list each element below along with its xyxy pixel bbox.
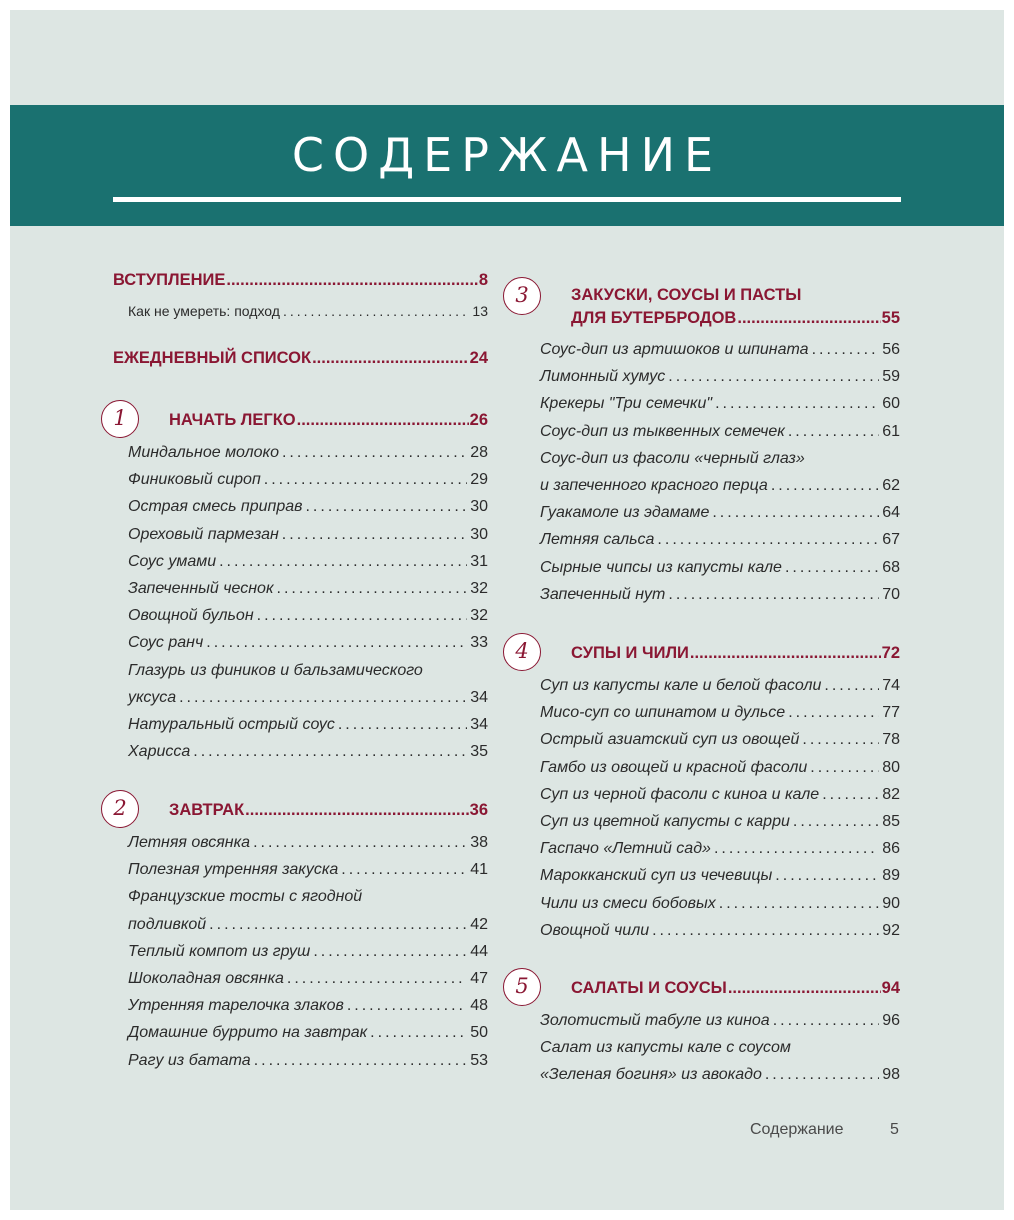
leader-dots [282, 442, 467, 464]
leader-dots [347, 995, 467, 1017]
toc-entry[interactable] [540, 838, 900, 860]
chapter-5-heading-leader-dots [728, 977, 881, 999]
leader-dots [810, 757, 879, 779]
toc-entry[interactable] [128, 941, 488, 963]
entry-page: 96 [882, 1012, 900, 1029]
entry-label: Летняя овсянка [128, 834, 251, 851]
chapter-3-heading-page: 55 [881, 309, 900, 327]
leader-dots [802, 729, 879, 751]
leader-dots [765, 1064, 879, 1086]
entry-page: 47 [470, 970, 488, 987]
entry-page: 64 [882, 504, 900, 521]
chapter-3-heading-label: ДЛЯ БУТЕРБРОДОВ [571, 309, 737, 327]
entry-label: Харисса [128, 743, 191, 760]
leader-dots [313, 941, 467, 963]
chapter-number-icon: 5 [503, 968, 541, 1006]
entry-label: Домашние буррито на завтрак [128, 1024, 368, 1041]
chapter-5-heading-label: САЛАТЫ И СОУСЫ [571, 979, 727, 997]
chapter-3-heading-line1: ЗАКУСКИ, СОУСЫ И ПАСТЫ [571, 286, 802, 304]
toc-entry[interactable] [540, 1010, 900, 1032]
chapter-1-heading[interactable] [113, 409, 488, 431]
toc-entry[interactable] [540, 811, 900, 833]
entry-label: Лимонный хумус [540, 368, 666, 385]
entry-label: Марокканский суп из чечевицы [540, 867, 773, 884]
entry-label: Суп из капусты кале и белой фасоли [540, 677, 822, 694]
toc-entry[interactable] [128, 859, 488, 881]
toc-entry[interactable] [540, 675, 900, 697]
toc-entry-first-line: Французские тосты с ягодной [128, 888, 363, 905]
chapter-5-heading-page: 94 [881, 979, 900, 997]
entry-page: 85 [882, 813, 900, 830]
entry-label: Летняя сальса [540, 531, 655, 548]
entry-label: «Зеленая богиня» из авокадо [540, 1066, 762, 1083]
section-intro-leader-dots [226, 269, 477, 291]
entry-label: Крекеры "Три семечки" [540, 395, 713, 412]
chapter-number-icon: 4 [503, 633, 541, 671]
toc-entry[interactable] [540, 475, 900, 497]
toc-entry-first-line: Салат из капусты кале с соусом [540, 1039, 791, 1056]
entry-label: Полезная утренняя закуска [128, 861, 339, 878]
entry-page: 53 [470, 1052, 488, 1069]
toc-entry[interactable] [540, 893, 900, 915]
toc-entry[interactable] [540, 1064, 900, 1086]
entry-page: 80 [882, 759, 900, 776]
entry-label: Суп из цветной капусты с карри [540, 813, 790, 830]
entry-label: Натуральный острый соус [128, 716, 335, 733]
leader-dots [715, 393, 879, 415]
col-right [515, 10, 900, 1210]
leader-dots [822, 784, 879, 806]
toc-entry[interactable] [128, 832, 488, 854]
toc-entry[interactable] [540, 729, 900, 751]
leader-dots [788, 421, 879, 443]
toc-entry[interactable] [540, 920, 900, 942]
entry-label: Овощной бульон [128, 607, 254, 624]
chapter-2-heading[interactable] [113, 799, 488, 821]
entry-page: 62 [882, 477, 900, 494]
leader-dots [254, 1050, 468, 1072]
entry-page: 59 [882, 368, 900, 385]
entry-page: 68 [882, 559, 900, 576]
entry-label: Ореховый пармезан [128, 526, 279, 543]
toc-entry[interactable] [540, 339, 900, 361]
section-daily-list-label: ЕЖЕДНЕВНЫЙ СПИСОК [113, 349, 312, 367]
entry-label: Утренняя тарелочка злаков [128, 997, 344, 1014]
footer-page-number: 5 [890, 1121, 899, 1138]
section-intro[interactable] [113, 269, 488, 291]
chapter-3-heading-leader-dots [737, 307, 880, 329]
leader-dots [812, 339, 880, 361]
toc-entry[interactable] [540, 502, 900, 524]
leader-dots [179, 687, 467, 709]
toc-entry[interactable] [540, 529, 900, 551]
entry-page: 28 [470, 444, 488, 461]
toc-entry[interactable] [128, 524, 488, 546]
toc-entry[interactable] [540, 865, 900, 887]
col-left [113, 10, 488, 1210]
toc-entry[interactable] [540, 366, 900, 388]
entry-page: 90 [882, 895, 900, 912]
toc-entry[interactable] [128, 551, 488, 573]
leader-dots [668, 584, 879, 606]
entry-page: 89 [882, 867, 900, 884]
entry-label: Суп из черной фасоли с киноа и кале [540, 786, 820, 803]
entry-page: 82 [882, 786, 900, 803]
leader-dots [771, 475, 879, 497]
entry-label: уксуса [128, 689, 177, 706]
toc-entry[interactable] [128, 578, 488, 600]
entry-label: Сырные чипсы из капусты кале [540, 559, 782, 576]
chapter-2-heading-label: ЗАВТРАК [169, 801, 245, 819]
footer-label: Содержание [750, 1121, 844, 1138]
entry-page: 70 [882, 586, 900, 603]
leader-dots [209, 914, 467, 936]
leader-dots [773, 1010, 880, 1032]
entry-page: 38 [470, 834, 488, 851]
toc-entry[interactable] [540, 702, 900, 724]
entry-label: Гамбо из овощей и красной фасоли [540, 759, 808, 776]
toc-entry[interactable] [540, 421, 900, 443]
leader-dots [277, 578, 468, 600]
chapter-number-icon: 3 [503, 277, 541, 315]
entry-label: Чили из смеси бобовых [540, 895, 716, 912]
entry-page: 13 [472, 303, 488, 319]
leader-dots [668, 366, 879, 388]
leader-dots [824, 675, 879, 697]
entry-page: 31 [470, 553, 488, 570]
page-title: СОДЕРЖАНИЕ [291, 128, 723, 182]
leader-dots [657, 529, 879, 551]
entry-page: 77 [882, 704, 900, 721]
leader-dots [712, 502, 879, 524]
entry-page: 61 [882, 423, 900, 440]
leader-dots [788, 702, 879, 724]
entry-label: Мисо-суп со шпинатом и дульсе [540, 704, 786, 721]
entry-label: подливкой [128, 916, 207, 933]
entry-label: Овощной чили [540, 922, 650, 939]
leader-dots [264, 469, 467, 491]
chapter-4-heading-page: 72 [881, 644, 900, 662]
chapter-1-heading-page: 26 [469, 411, 488, 429]
leader-dots [206, 632, 467, 654]
entry-label: Миндальное молоко [128, 444, 279, 461]
entry-label: Острый азиатский суп из овощей [540, 731, 800, 748]
entry-label: Гуакамоле из эдамаме [540, 504, 710, 521]
entry-page: 67 [882, 531, 900, 548]
toc-entry[interactable] [128, 968, 488, 990]
entry-page: 32 [470, 580, 488, 597]
entry-page: 29 [470, 471, 488, 488]
entry-label: Теплый компот из груш [128, 943, 311, 960]
entry-label: Соус-дип из артишоков и шпината [540, 341, 809, 358]
leader-dots [253, 832, 467, 854]
entry-page: 92 [882, 922, 900, 939]
chapter-1-heading-leader-dots [297, 409, 469, 431]
section-intro-label: ВСТУПЛЕНИЕ [113, 271, 226, 289]
section-daily-list-leader-dots [312, 347, 469, 369]
page [10, 10, 1004, 1210]
leader-dots [287, 968, 467, 990]
chapter-number-icon: 2 [101, 790, 139, 828]
toc-entry[interactable] [128, 914, 488, 936]
leader-dots [193, 741, 467, 763]
entry-page: 78 [882, 731, 900, 748]
chapter-4-heading-label: СУПЫ И ЧИЛИ [571, 644, 689, 662]
chapter-4-heading-leader-dots [690, 642, 881, 664]
leader-dots [714, 838, 879, 860]
entry-label: Соус-дип из тыквенных семечек [540, 423, 785, 440]
leader-dots [257, 605, 468, 627]
entry-page: 98 [882, 1066, 900, 1083]
leader-dots [305, 496, 467, 518]
leader-dots [719, 893, 879, 915]
entry-page: 86 [882, 840, 900, 857]
toc-entry[interactable] [128, 632, 488, 654]
entry-page: 41 [470, 861, 488, 878]
leader-dots [283, 300, 469, 322]
leader-dots [219, 551, 467, 573]
toc-entry[interactable] [540, 584, 900, 606]
entry-page: 50 [470, 1024, 488, 1041]
chapter-3-heading[interactable] [515, 307, 900, 329]
toc-entry[interactable] [540, 757, 900, 779]
toc-entry-first-line: Глазурь из фиников и бальзамического [128, 662, 423, 679]
toc-entry[interactable] [540, 557, 900, 579]
leader-dots [338, 714, 467, 736]
entry-page: 30 [470, 526, 488, 543]
entry-label: Соус ранч [128, 634, 204, 651]
toc-entry[interactable] [128, 1050, 488, 1072]
section-daily-list[interactable] [113, 347, 488, 369]
toc-entry[interactable] [128, 714, 488, 736]
leader-dots [793, 811, 879, 833]
leader-dots [775, 865, 879, 887]
toc-entry[interactable] [128, 300, 488, 322]
entry-page: 48 [470, 997, 488, 1014]
leader-dots [370, 1022, 467, 1044]
entry-page: 60 [882, 395, 900, 412]
entry-page: 30 [470, 498, 488, 515]
entry-label: Соус умами [128, 553, 217, 570]
chapter-5-heading[interactable] [515, 977, 900, 999]
entry-page: 34 [470, 716, 488, 733]
leader-dots [282, 524, 467, 546]
chapter-1-heading-label: НАЧАТЬ ЛЕГКО [169, 411, 296, 429]
chapter-3-heading-first-line [515, 284, 900, 306]
chapter-4-heading[interactable] [515, 642, 900, 664]
section-daily-list-page: 24 [469, 349, 488, 367]
toc-entry[interactable] [540, 784, 900, 806]
toc-entry[interactable] [128, 605, 488, 627]
toc-entry-first-line: Соус-дип из фасоли «черный глаз» [540, 450, 805, 467]
toc-entry[interactable] [128, 469, 488, 491]
entry-page: 44 [470, 943, 488, 960]
toc-entry[interactable] [540, 393, 900, 415]
entry-label: Острая смесь приправ [128, 498, 303, 515]
entry-label: Как не умереть: подход [128, 303, 280, 319]
leader-dots [652, 920, 879, 942]
entry-page: 32 [470, 607, 488, 624]
entry-page: 42 [470, 916, 488, 933]
toc-entry[interactable] [128, 687, 488, 709]
entry-label: Золотистый табуле из киноа [540, 1012, 770, 1029]
chapter-number-icon: 1 [101, 400, 139, 438]
entry-label: и запеченного красного перца [540, 477, 768, 494]
entry-page: 34 [470, 689, 488, 706]
toc-entry[interactable] [128, 496, 488, 518]
leader-dots [785, 557, 879, 579]
entry-page: 35 [470, 743, 488, 760]
entry-label: Рагу из батата [128, 1052, 251, 1069]
toc-entry[interactable] [128, 995, 488, 1017]
entry-label: Финиковый сироп [128, 471, 261, 488]
toc-entry[interactable] [128, 1022, 488, 1044]
entry-page: 74 [882, 677, 900, 694]
entry-label: Гаспачо «Летний сад» [540, 840, 711, 857]
entry-page: 56 [882, 341, 900, 358]
leader-dots [341, 859, 467, 881]
section-intro-page: 8 [478, 271, 488, 289]
entry-page: 33 [470, 634, 488, 651]
entry-label: Запеченный нут [540, 586, 666, 603]
toc-entry[interactable] [128, 741, 488, 763]
toc-entry[interactable] [128, 442, 488, 464]
entry-label: Запеченный чеснок [128, 580, 274, 597]
chapter-2-heading-page: 36 [469, 801, 488, 819]
chapter-2-heading-leader-dots [245, 799, 468, 821]
entry-label: Шоколадная овсянка [128, 970, 284, 987]
